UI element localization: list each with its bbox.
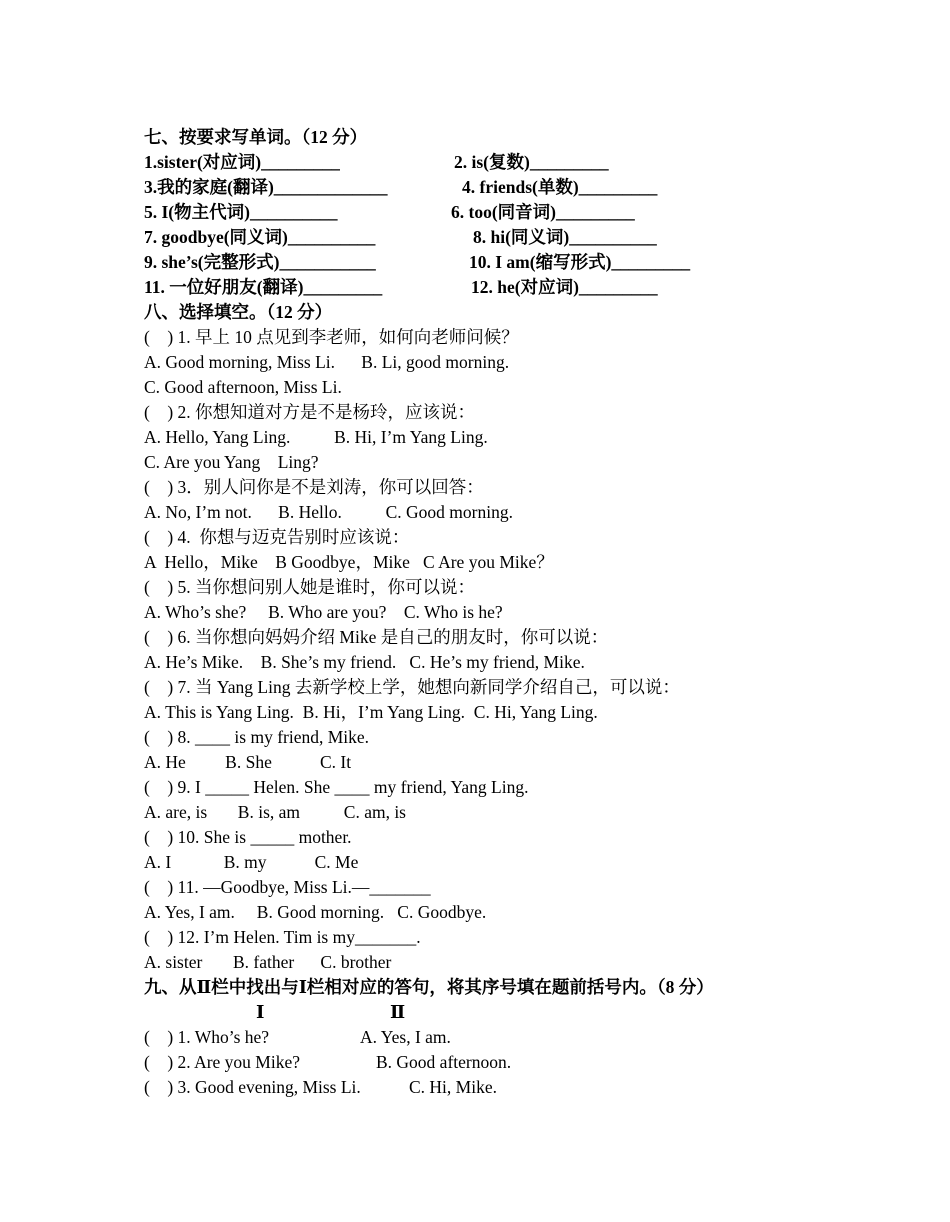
match-question: ( ) 1. Who’s he? — [144, 1027, 270, 1047]
question-line: ( ) 12. I’m Helen. Tim is my_______. — [144, 927, 421, 947]
vocab-row — [144, 200, 844, 225]
match-row — [144, 1075, 844, 1100]
vocab-item: 12. he(对应词)_________ — [471, 277, 658, 297]
vocab-item: 3.我的家庭(翻译)_____________ — [144, 177, 388, 197]
question-line: ( ) 8. ____ is my friend, Mike. — [144, 727, 370, 747]
section-7-heading: 七、按要求写单词。（12 分） — [144, 127, 368, 147]
option-line: C. Good afternoon, Miss Li. — [144, 377, 342, 397]
option-line: A. sister B. father C. brother — [144, 952, 392, 972]
vocab-row — [144, 175, 844, 200]
match-row — [144, 1025, 844, 1050]
vocab-item: 11. 一位好朋友(翻译)_________ — [144, 277, 383, 297]
option-line: A. Good morning, Miss Li. B. Li, good morning. — [144, 352, 510, 372]
match-answer: B. Good afternoon. — [376, 1052, 512, 1072]
column-1-header: Ⅰ — [256, 1002, 265, 1022]
vocab-row — [144, 225, 844, 250]
vocab-item: 8. hi(同义词)__________ — [473, 227, 657, 247]
question-line: ( ) 1. 早上 10 点见到李老师，如何向老师问候？ — [144, 327, 519, 347]
option-line: A Hello，Mike B Goodbye，Mike C Are you Mike？ — [144, 552, 554, 572]
vocab-item: 5. I(物主代词)__________ — [144, 202, 338, 222]
worksheet — [144, 125, 844, 1100]
option-line: A. He B. She C. It — [144, 752, 352, 772]
match-answer: A. Yes, I am. — [360, 1027, 451, 1047]
question-line: ( ) 4. 你想与迈克告别时应该说： — [144, 527, 410, 547]
vocab-item: 10. I am(缩写形式)_________ — [469, 252, 691, 272]
question-line: ( ) 6. 当你想向妈妈介绍 Mike 是自己的朋友时，你可以说： — [144, 627, 609, 647]
vocab-item: 7. goodbye(同义词)__________ — [144, 227, 376, 247]
option-line: A. Hello, Yang Ling. B. Hi, I’m Yang Ling. — [144, 427, 488, 447]
vocab-item: 4. friends(单数)_________ — [462, 177, 658, 197]
question-line: ( ) 3．别人问你是不是刘涛，你可以回答： — [144, 477, 484, 497]
question-line: ( ) 11. —Goodbye, Miss Li.—_______ — [144, 877, 431, 897]
option-line: A. Yes, I am. B. Good morning. C. Goodbye. — [144, 902, 487, 922]
match-answer: C. Hi, Mike. — [409, 1077, 497, 1097]
question-line: ( ) 5. 当你想问别人她是谁时，你可以说： — [144, 577, 476, 597]
match-question: ( ) 3. Good evening, Miss Li. — [144, 1077, 361, 1097]
question-line: ( ) 7. 当 Yang Ling 去新学校上学，她想向新同学介绍自己，可以说： — [144, 677, 680, 697]
vocab-item: 1.sister(对应词)_________ — [144, 152, 340, 172]
vocab-item: 9. she’s(完整形式)___________ — [144, 252, 376, 272]
question-line: ( ) 10. She is _____ mother. — [144, 827, 352, 847]
vocab-item: 6. too(同音词)_________ — [451, 202, 635, 222]
option-line: A. No, I’m not. B. Hello. C. Good morning. — [144, 502, 513, 522]
option-line: C. Are you Yang Ling? — [144, 452, 319, 472]
vocab-row — [144, 275, 844, 300]
option-line: A. I B. my C. Me — [144, 852, 359, 872]
vocab-row — [144, 150, 844, 175]
match-row — [144, 1050, 844, 1075]
match-question: ( ) 2. Are you Mike? — [144, 1052, 301, 1072]
section-8-heading: 八、选择填空。（12 分） — [144, 302, 333, 322]
option-line: A. Who’s she? B. Who are you? C. Who is he? — [144, 602, 503, 622]
question-line: ( ) 9. I _____ Helen. She ____ my friend, Yang Ling. — [144, 777, 529, 797]
column-headers — [144, 1000, 844, 1025]
option-line: A. are, is B. is, am C. am, is — [144, 802, 406, 822]
option-line: A. He’s Mike. B. She’s my friend. C. He’s my friend, Mike. — [144, 652, 585, 672]
section-9-heading: 九、从Ⅱ栏中找出与Ⅰ栏相对应的答句，将其序号填在题前括号内。（8 分） — [144, 977, 714, 997]
question-line: ( ) 2. 你想知道对方是不是杨玲，应该说： — [144, 402, 476, 422]
vocab-item: 2. is(复数)_________ — [454, 152, 609, 172]
option-line: A. This is Yang Ling. B. Hi，I’m Yang Ling. C. Hi, Yang Ling. — [144, 702, 598, 722]
column-2-header: Ⅱ — [390, 1002, 406, 1022]
vocab-row — [144, 250, 844, 275]
